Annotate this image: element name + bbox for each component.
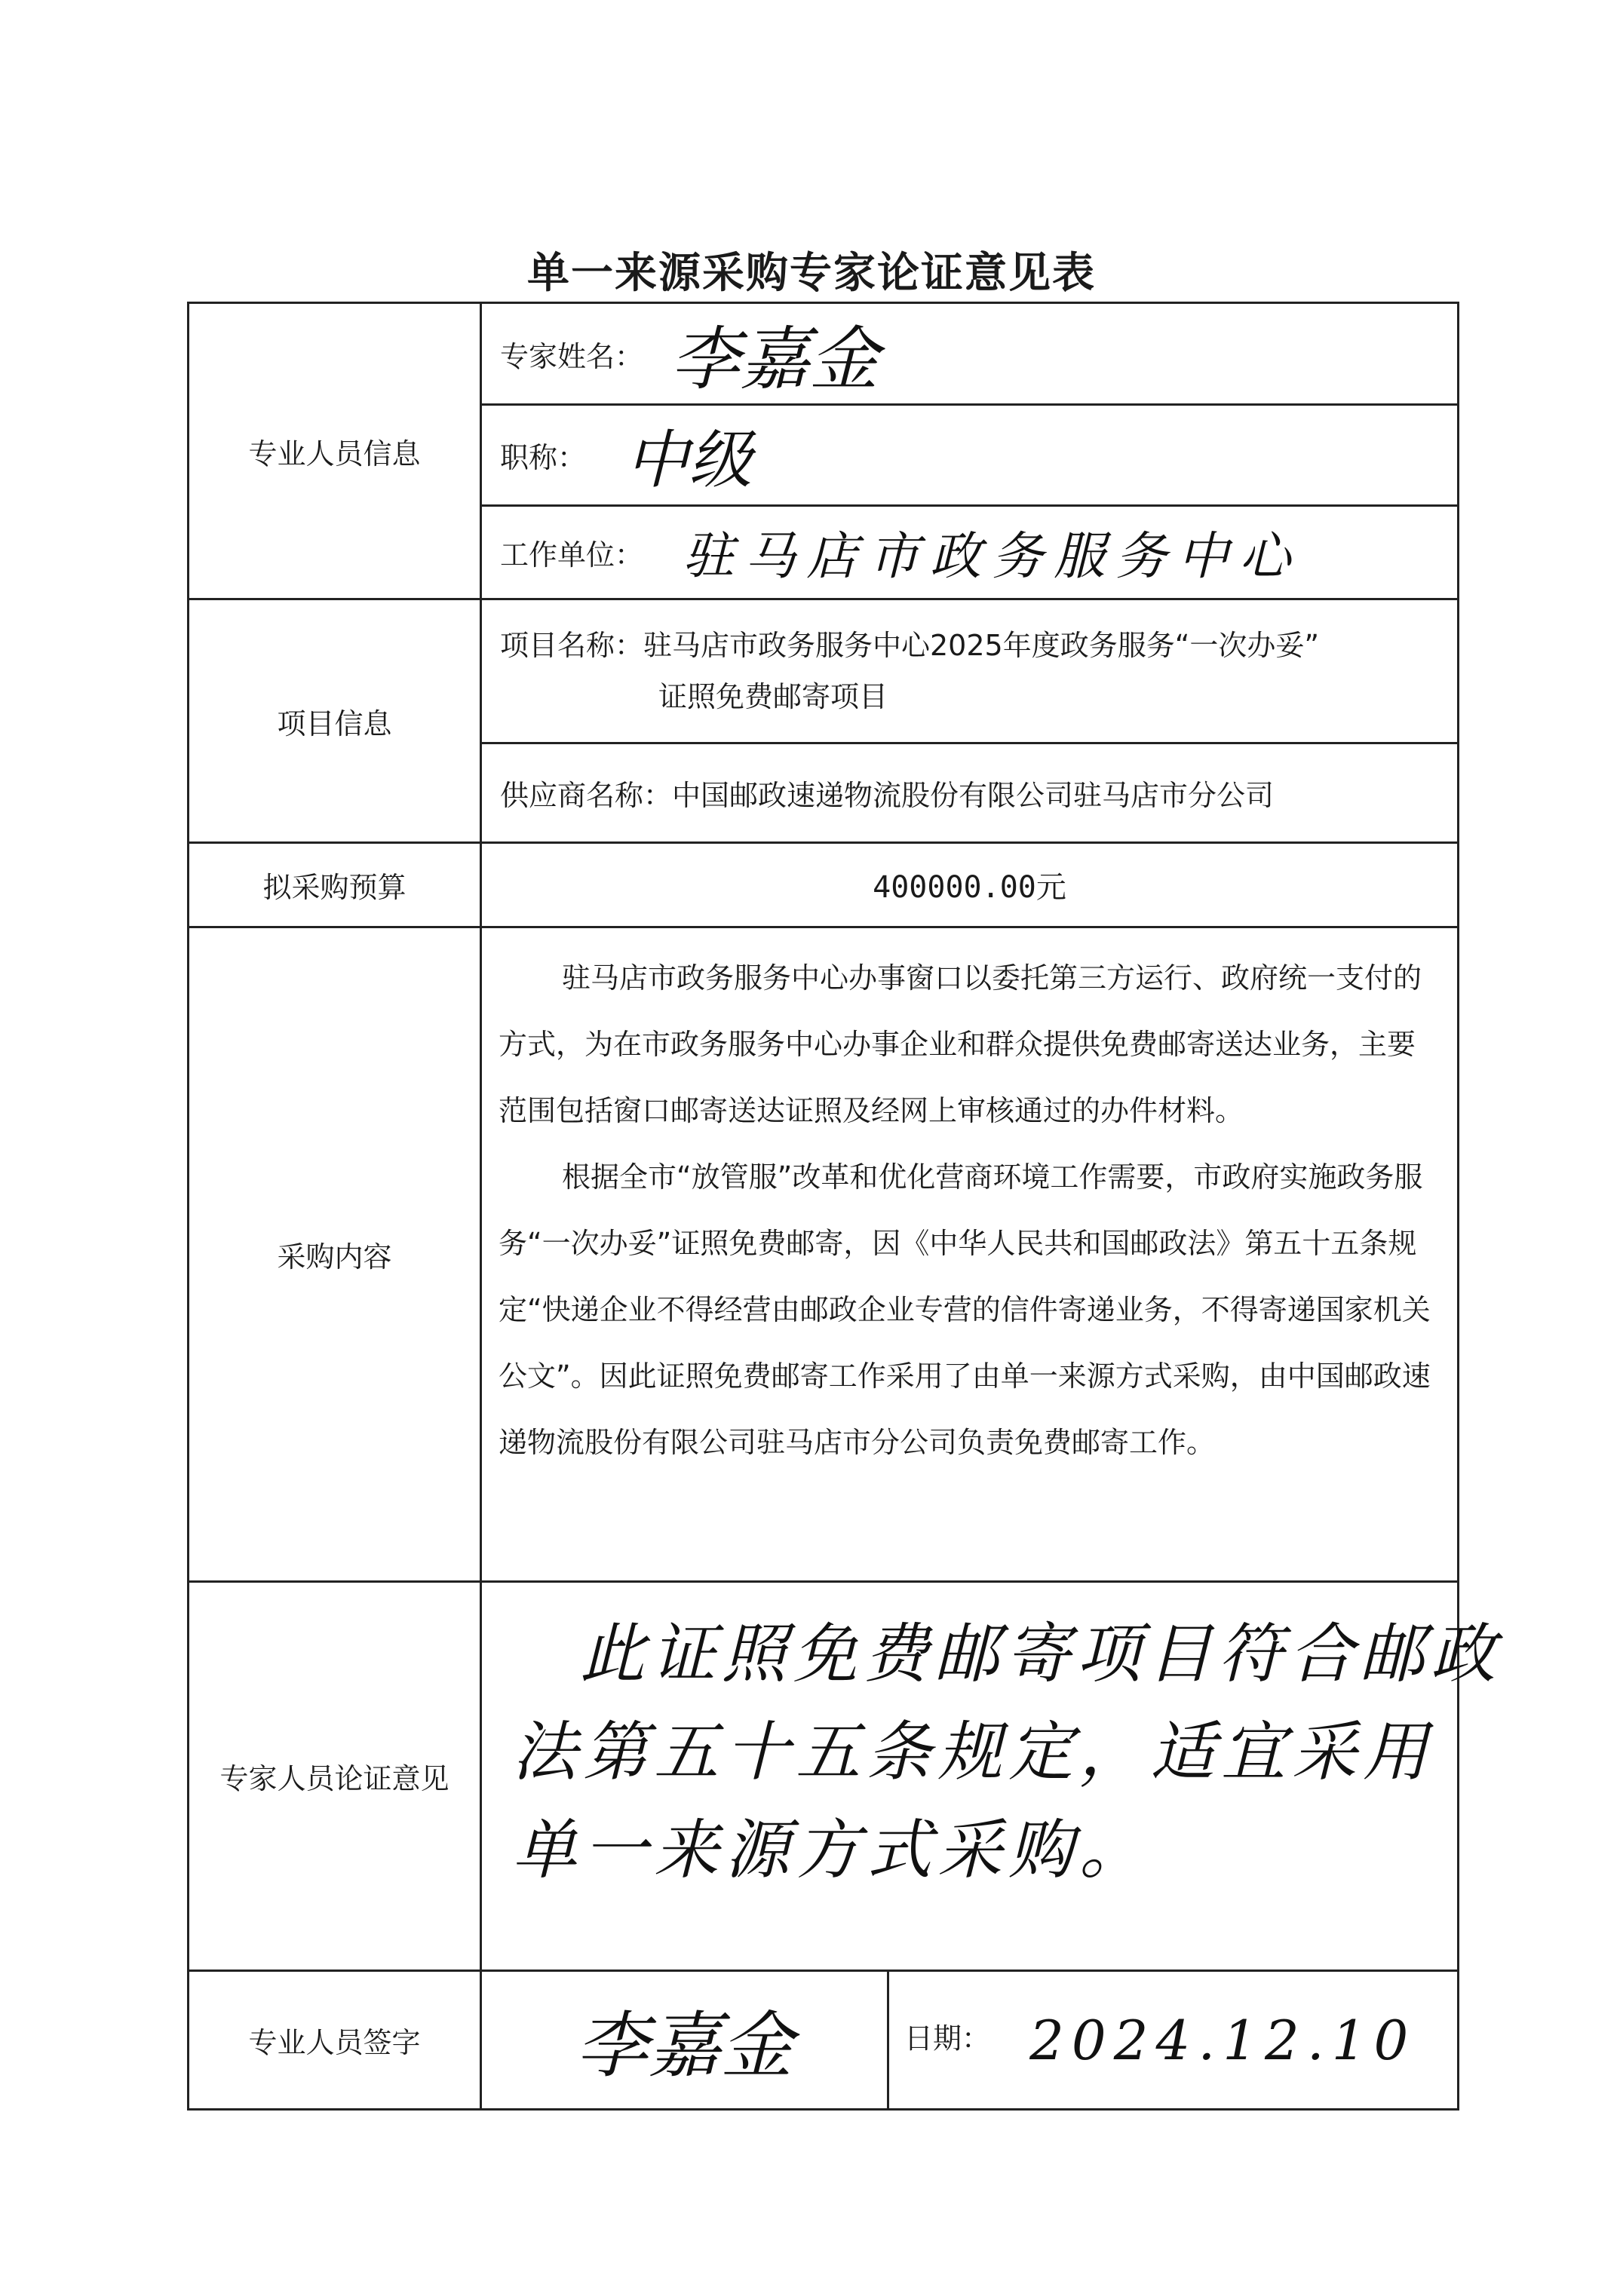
page-title: 单一来源采购专家论证意见表: [527, 249, 1096, 298]
expert-title-label: 职称：: [500, 441, 587, 474]
expert-title-handwritten: 中级: [625, 423, 753, 497]
opinion-cell: [481, 1582, 1502, 1971]
project-name-cell: [481, 599, 1459, 743]
date-handwritten: 2024.12.10: [1029, 2008, 1416, 2072]
work-unit-handwritten: 驻马店市政务服务中心: [683, 527, 1302, 587]
opinion-label: 专家人员论证意见: [189, 1582, 481, 1971]
expert-name-label: 专家姓名：: [500, 339, 644, 373]
signature-handwritten: 李嘉金: [575, 2003, 793, 2088]
date-label: 日期：: [904, 2022, 991, 2055]
budget-value: 400000.00元: [481, 843, 1459, 927]
project-name-line2: 证照免费邮寄项目: [658, 680, 888, 713]
supplier-name: 供应商名称：中国邮政速递物流股份有限公司驻马店市分公司: [481, 743, 1459, 843]
budget-row: [189, 843, 1459, 927]
opinion-row: [189, 1582, 1459, 1971]
date-cell: [888, 1971, 1459, 2110]
budget-label: 拟采购预算: [189, 843, 481, 927]
content-label: 采购内容: [189, 927, 481, 1582]
expert-opinion-form: [187, 302, 1502, 2111]
expert-title-cell: [481, 405, 1459, 506]
project-section-label: 项目信息: [189, 599, 481, 843]
content-paragraph-2: 根据全市“放管服”改革和优化营商环境工作需要，市政府实施政务服务“一次办妥”证照免费邮寄，因《中华人民共和国邮政法》第五十五条规定“快递企业不得经营由邮政企业专营的信件寄递业务，不得寄递国家机关公文”。因此证照免费邮寄工作采用了由单一来源方式采购，由中国邮政速递物流股份有限公司驻马店市分公司负责免费邮寄工作。: [499, 1160, 1431, 1459]
expert-name-cell: [481, 303, 1459, 405]
work-unit-label: 工作单位：: [500, 538, 644, 572]
personnel-section-label: 专业人员信息: [189, 303, 481, 599]
project-name-line1: 项目名称：驻马店市政务服务中心2025年度政务服务“一次办妥”: [500, 629, 1320, 662]
signature-label: 专业人员签字: [189, 1971, 481, 2110]
expert-name-handwritten: 李嘉金: [670, 319, 879, 400]
expert-name-row: [189, 303, 1459, 405]
signature-cell: [481, 1971, 888, 2110]
opinion-line-2: 法第五十五条规定，适宜采用: [512, 1715, 1434, 1790]
opinion-line-1: 此证照免费邮寄项目符合邮政: [580, 1617, 1502, 1692]
content-row: [189, 927, 1459, 1582]
opinion-line-3: 单一来源方式采购。: [512, 1813, 1150, 1888]
work-unit-cell: [481, 506, 1459, 599]
content-text: [481, 927, 1459, 1582]
project-name-row: [189, 599, 1459, 743]
content-paragraph-1: 驻马店市政务服务中心办事窗口以委托第三方运行、政府统一支付的方式，为在市政务服务中心办事企业和群众提供免费邮寄送达业务，主要范围包括窗口邮寄送达证照及经网上审核通过的办件材料。: [499, 961, 1422, 1127]
signature-row: [189, 1971, 1459, 2110]
